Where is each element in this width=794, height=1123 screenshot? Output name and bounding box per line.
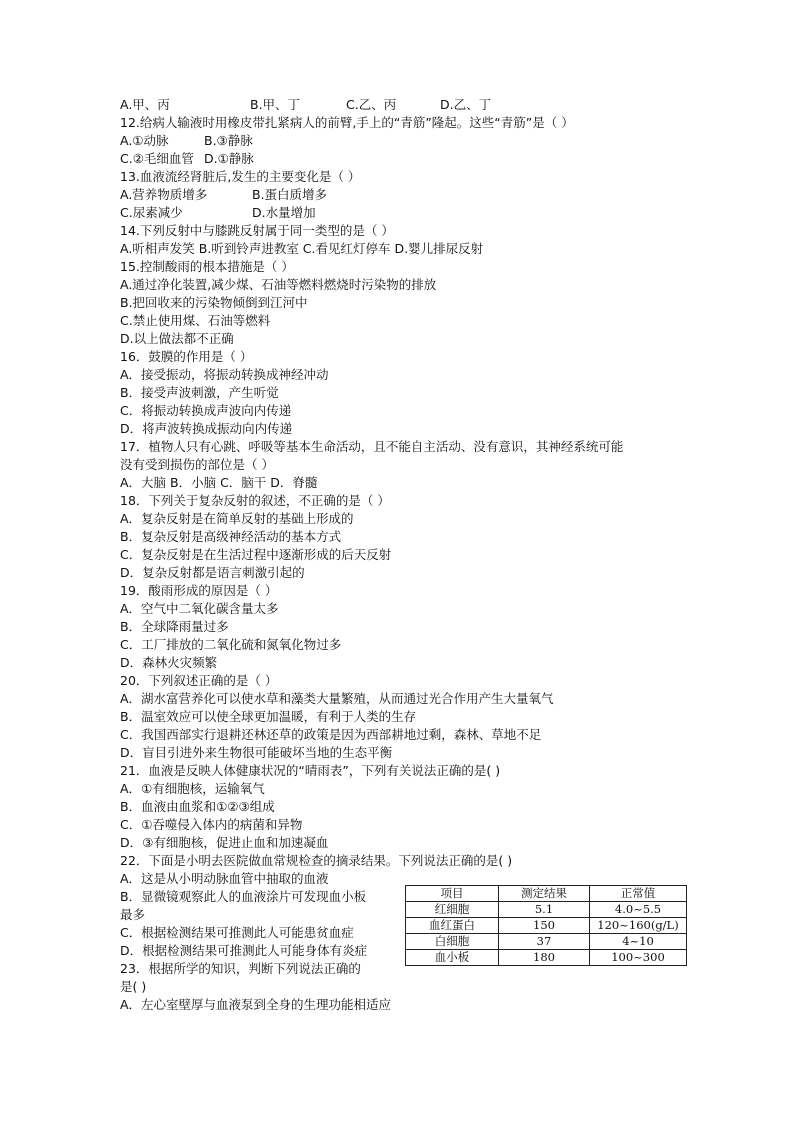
q22-option-c: C．根据检测结果可推测此人可能患贫血症 <box>120 925 354 940</box>
table-cell: 37 <box>499 934 590 950</box>
table-row <box>406 934 687 950</box>
table-cell: 白细胞 <box>406 934 499 950</box>
q15-option-d: D.以上做法都不正确 <box>120 331 234 346</box>
q16-option-b: B．接受声波刺激，产生听觉 <box>120 385 279 400</box>
q19-stem: 19．酸雨形成的原因是（ ） <box>120 583 278 598</box>
q12-options-row1 <box>120 132 680 150</box>
q11-option-d: D.乙、丁 <box>440 97 492 112</box>
q16-option-c: C．将振动转换成声波向内传递 <box>120 403 292 418</box>
table-cell: 100~300 <box>590 950 687 966</box>
q16-option-d: D．将声波转换成振动向内传递 <box>120 421 293 436</box>
q12-options-row2 <box>120 150 680 168</box>
table-cell: 血小板 <box>406 950 499 966</box>
q21-stem: 21．血液是反映人体健康状况的“晴雨表”，下列有关说法正确的是( ) <box>120 763 501 778</box>
table-cell: 120~160(g/L) <box>590 918 687 934</box>
q20-option-a: A．湖水富营养化可以使水草和藻类大量繁殖，从而通过光合作用产生大量氧气 <box>120 691 554 706</box>
q21-option-b: B．血液由血浆和①②③组成 <box>120 799 275 814</box>
q13-option-d: D.水量增加 <box>252 205 316 220</box>
table-cell: 4.0~5.5 <box>590 902 687 918</box>
q11-option-a: A.甲、丙 <box>120 97 170 112</box>
q18-option-c: C．复杂反射是在生活过程中逐渐形成的后天反射 <box>120 547 392 562</box>
table-header-cell: 项目 <box>406 886 499 902</box>
q21-option-a: A．①有细胞核，运输氧气 <box>120 781 265 796</box>
q13-option-c: C.尿素减少 <box>120 205 183 220</box>
q20-stem: 20．下列叙述正确的是（ ） <box>120 673 278 688</box>
table-row <box>406 902 687 918</box>
q23-option-a: A．左心室壁厚与血液泵到全身的生理功能相适应 <box>120 997 392 1012</box>
q18-option-a: A．复杂反射是在简单反射的基础上形成的 <box>120 511 354 526</box>
table-cell: 4~10 <box>590 934 687 950</box>
q11-option-c: C.乙、丙 <box>346 97 397 112</box>
q12-option-a: A.①动脉 <box>120 133 169 148</box>
q12-option-d: D.①静脉 <box>204 151 254 166</box>
q13-stem: 13.血液流经肾脏后,发生的主要变化是（ ） <box>120 169 361 184</box>
table-row <box>406 918 687 934</box>
q15-stem: 15.控制酸雨的根本措施是（ ） <box>120 259 294 274</box>
q16-stem: 16．鼓膜的作用是（ ） <box>120 349 253 364</box>
q18-option-b: B．复杂反射是高级神经活动的基本方式 <box>120 529 342 544</box>
q15-option-c: C.禁止使用煤、石油等燃料 <box>120 313 271 328</box>
q12-option-c: C.②毛细血管 <box>120 151 194 166</box>
table-cell: 180 <box>499 950 590 966</box>
q13-options-row2 <box>120 204 680 222</box>
q13-option-b: B.蛋白质增多 <box>252 187 328 202</box>
q22-option-b-line1: B．显微镜观察此人的血液涂片可发现血小板 <box>120 889 367 904</box>
q19-option-a: A．空气中二氧化碳含量太多 <box>120 601 279 616</box>
q13-options-row1 <box>120 186 680 204</box>
q22-option-b-line2: 最多 <box>120 907 146 922</box>
q22-stem: 22．下面是小明去医院做血常规检查的摘录结果。下列说法正确的是( ) <box>120 853 513 868</box>
q19-option-c: C．工厂排放的二氧化硫和氮氧化物过多 <box>120 637 342 652</box>
q17-stem-line1: 17．植物人只有心跳、呼吸等基本生命活动，且不能自主活动、没有意识，其神经系统可能 <box>120 439 624 454</box>
q15-option-a: A.通过净化装置,减少煤、石油等燃料燃烧时污染物的排放 <box>120 277 437 292</box>
q20-option-c: C．我国西部实行退耕还林还草的政策是因为西部耕地过剩，森林、草地不足 <box>120 727 542 742</box>
q17-stem-line2: 没有受到损伤的部位是（ ） <box>120 457 274 472</box>
q15-option-b: B.把回收来的污染物倾倒到江河中 <box>120 295 308 310</box>
q12-stem: 12.给病人输液时用橡皮带扎紧病人的前臂,手上的“青筋”隆起。这些“青筋”是（ ） <box>120 115 574 130</box>
table-cell: 血红蛋白 <box>406 918 499 934</box>
table-cell: 5.1 <box>499 902 590 918</box>
q20-option-b: B．温室效应可以使全球更加温暖，有利于人类的生存 <box>120 709 417 724</box>
q20-option-d: D．盲目引进外来生物很可能破坏当地的生态平衡 <box>120 745 393 760</box>
q19-option-d: D．森林火灾频繁 <box>120 655 218 670</box>
q12-option-b: B.③静脉 <box>204 133 253 148</box>
q11-option-b: B.甲、丁 <box>250 97 301 112</box>
q23-stem-line1: 23．根据所学的知识，判断下列说法正确的 <box>120 961 361 976</box>
table-header-cell: 正常值 <box>590 886 687 902</box>
q21-option-d: D．③有细胞核，促进止血和加速凝血 <box>120 835 329 850</box>
table-cell: 红细胞 <box>406 902 499 918</box>
blood-test-table <box>405 885 687 966</box>
exam-page <box>120 96 680 1014</box>
table-header-cell: 测定结果 <box>499 886 590 902</box>
table-header-row <box>406 886 687 902</box>
q18-option-d: D．复杂反射都是语言刺激引起的 <box>120 565 305 580</box>
q16-option-a: A．接受振动，将振动转换成神经冲动 <box>120 367 329 382</box>
q14-options: A.听相声发笑 B.听到铃声进教室 C.看见红灯停车 D.婴儿排尿反射 <box>120 241 484 256</box>
q18-stem: 18．下列关于复杂反射的叙述，不正确的是（ ） <box>120 493 390 508</box>
q21-option-c: C．①吞噬侵入体内的病菌和异物 <box>120 817 303 832</box>
table-cell: 150 <box>499 918 590 934</box>
q11-options <box>120 96 680 114</box>
q23-stem-line2: 是( ) <box>120 979 147 994</box>
q14-stem: 14.下列反射中与膝跳反射属于同一类型的是（ ） <box>120 223 394 238</box>
q22-option-d: D．根据检测结果可推测此人可能身体有炎症 <box>120 943 368 958</box>
q22-option-a: A．这是从小明动脉血管中抽取的血液 <box>120 871 329 886</box>
table-row <box>406 950 687 966</box>
q13-option-a: A.营养物质增多 <box>120 187 208 202</box>
q19-option-b: B．全球降雨量过多 <box>120 619 229 634</box>
q17-options: A．大脑 B．小脑 C．脑干 D．脊髓 <box>120 475 318 490</box>
